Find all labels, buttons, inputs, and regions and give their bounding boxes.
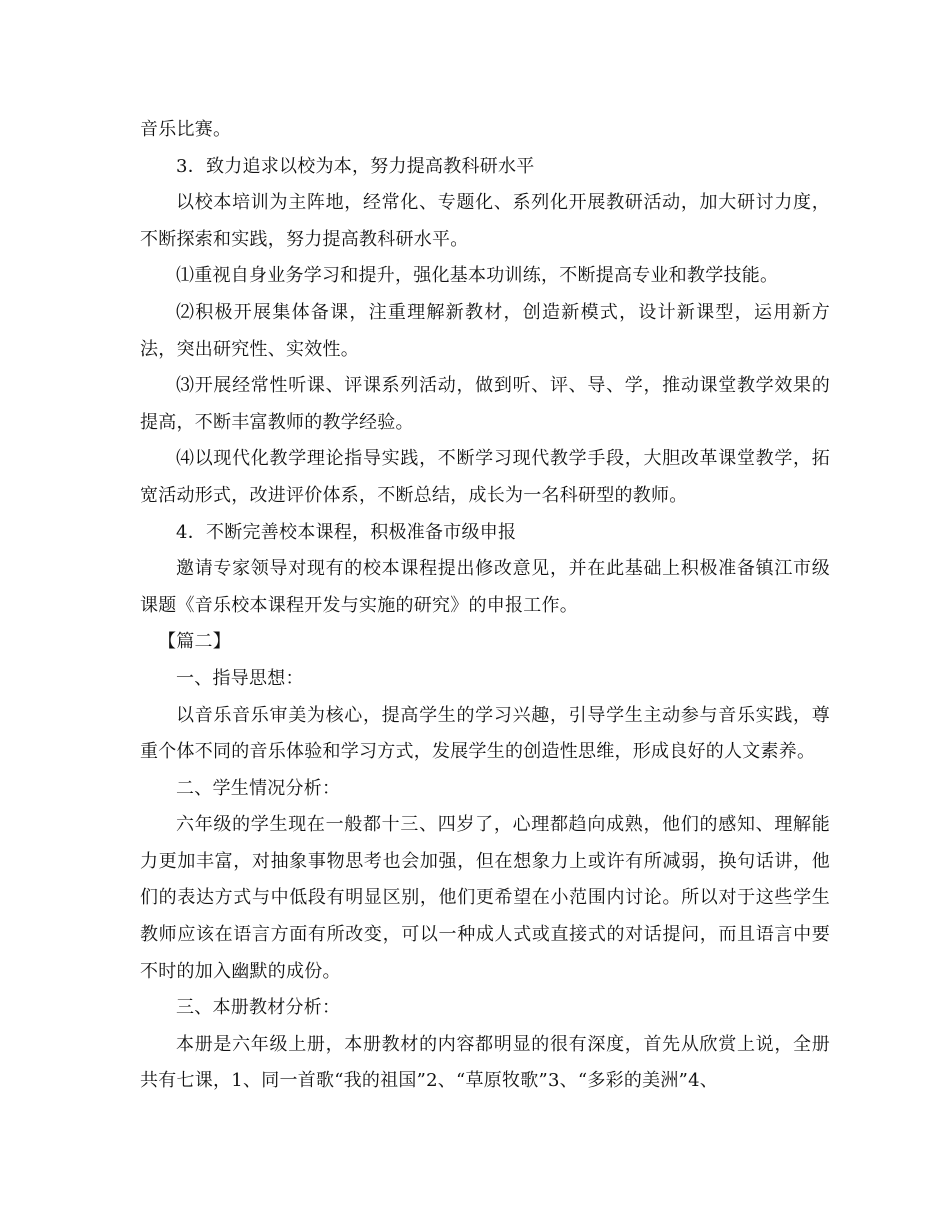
paragraph-training: 以校本培训为主阵地，经常化、专题化、系列化开展教研活动，加大研讨力度，不断探索和实践，努力提高教科研水平。 bbox=[140, 192, 830, 250]
subheading-4: 4．不断完善校本课程，积极准备市级申报 bbox=[176, 521, 517, 543]
section-title-part-two: 【篇二】 bbox=[158, 631, 231, 653]
paragraph-textbook-analysis: 本册是六年级上册，本册教材的内容都明显的很有深度，首先从欣赏上说，全册共有七课，1、同一首歌“我的祖国”2、“草原牧歌”3、“多彩的美洲”4、 bbox=[140, 1033, 830, 1092]
list-item-3: ⑶开展经常性听课、评课系列活动，做到听、评、导、学，推动课堂教学效果的提高，不断丰富教师的教学经验。 bbox=[140, 375, 830, 433]
subheading-3: 3．致力追求以校为本，努力提高教科研水平 bbox=[176, 155, 535, 177]
paragraph-guiding-thought: 以音乐音乐审美为核心，提高学生的学习兴趣，引导学生主动参与音乐实践，尊重个体不同的音乐体验和学习方式，发展学生的创造性思维，形成良好的人文素养。 bbox=[140, 704, 830, 763]
document-body bbox=[140, 112, 830, 1100]
heading-textbook-analysis: 三、本册教材分析： bbox=[176, 997, 341, 1019]
paragraph-student-analysis: 六年级的学生现在一般都十三、四岁了，心理都趋向成熟，他们的感知、理解能力更加丰富，对抽象事物思考也会加强，但在想象力上或许有所减弱，换句话讲，他们的表达方式与中低段有明显区别，他们更希望在小范围内讨论。所以对于这些学生教师应该在语言方面有所改变，可以一种成人式或直接式的对话提问，而且语言中要不时的加入幽默的成份。 bbox=[140, 814, 830, 982]
paragraph-continuation: 音乐比赛。 bbox=[140, 119, 232, 140]
list-item-1: ⑴重视自身业务学习和提升，强化基本功训练，不断提高专业和教学技能。 bbox=[176, 265, 779, 287]
heading-student-analysis: 二、学生情况分析： bbox=[176, 777, 341, 799]
heading-guiding-thought: 一、指导思想： bbox=[176, 667, 304, 689]
list-item-4: ⑷以现代化教学理论指导实践，不断学习现代教学手段，大胆改革课堂教学，拓宽活动形式，改进评价体系，不断总结，成长为一名科研型的教师。 bbox=[140, 448, 830, 506]
list-item-2: ⑵积极开展集体备课，注重理解新教材，创造新模式，设计新课型，运用新方法，突出研究性、实效性。 bbox=[140, 301, 830, 360]
paragraph-expert-review: 邀请专家领导对现有的校本课程提出修改意见，并在此基础上积极准备镇江市级课题《音乐校本课程开发与实施的研究》的申报工作。 bbox=[140, 558, 830, 616]
